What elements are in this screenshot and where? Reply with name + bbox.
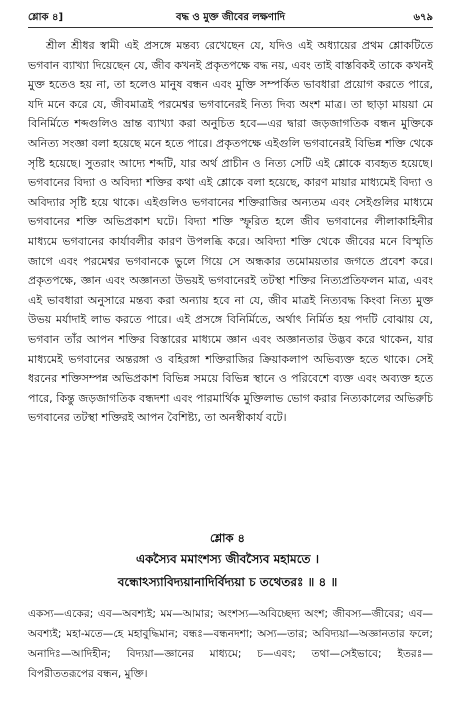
verse-line-2: বন্ধোঽস্যাবিদ্যয়ানাদির্বিদ্যয়া চ তথেতরঃ ॥ ৪ ॥	[117, 575, 338, 589]
purport-text	[28, 36, 433, 428]
header-verse-ref: শ্লোক ৪]	[28, 12, 64, 23]
page-header	[28, 8, 433, 26]
purport-paragraph: শ্রীল শ্রীধর স্বামী এই প্রসঙ্গে মন্তব্য রেখেছেন যে, যদিও এই অধ্যায়ের প্রথম শ্লোকটিতে ভগবান ব্যাখ্যা দিয়েছেন যে, জীব কখনই প্রকৃতপক্ষে বদ্ধ নয়, এবং তাই বাস্তবিকই তাকে কখনই মুক্ত হতেও হয় না, তা হলেও মানুষ বন্ধন এবং মুক্তি সম্পর্কিত ভাবধারা প্রয়োগ করতে পারে, যদি মনে করে যে, জীবমাত্রই পরমেশ্বর ভগবানেরই নিত্য দিব্য অংশ মাত্র। তা ছাড়া মায়য়া মে বিনির্মিতে শব্দগুলিও ভ্রান্ত ব্যাখ্যা করা অনুচিত হবে—এর দ্বারা জড়জাগতিক বন্ধন মুক্তিকে অনিত্য সংজ্ঞা বলা হয়েছে মনে হতে পারে। প্রকৃতপক্ষে এইগুলি ভগবানেরই বিভিন্ন শক্তি থেকে সৃষ্টি হয়েছে। সুতরাং আদ্যে শব্দটি, যার অর্থ প্রাচীন ও নিত্য সেটি এই শ্লোকে ব্যবহৃত হয়েছে। ভগবানের বিদ্যা ও অবিদ্যা শক্তির কথা এই শ্লোকে বলা হয়েছে, কারণ মায়ার মাধ্যমেই বিদ্যা ও অবিদ্যার সৃষ্টি হয়ে থাকে। এইগুলিও ভগবানের শক্তিরাজির অন্যতম এবং সেইগুলির মাধ্যমে ভগবানের শক্তি অভিপ্রকাশ ঘটে। বিদ্যা শক্তি স্ফূরিত হলে জীব ভগবানের লীলাকাহিনীর মাধ্যমে ভগবানের কার্যাবলীর কারণ উপলব্ধি করে। অবিদ্যা শক্তি থেকে জীবের মনে বিস্মৃতি জাগে এবং পরমেশ্বর ভগবানকে ভুলে গিয়ে সে অন্ধকার তমোময়তার জগতে প্রবেশ করে। প্রকৃতপক্ষে, জ্ঞান এবং অজ্ঞানতা উভয়ই ভগবানেরই তটস্থা শক্তির নিত্যপ্রতিফলন মাত্র, এবং এই ভাবধারা অনুসারে মন্তব্য করা অন্যায় হবে না যে, জীব মাত্রই নিত্যবদ্ধ কিংবা নিত্য মুক্ত উভয় মর্যাদাই লাভ করতে পারে। এই প্রসঙ্গে বিনির্মিতে, অর্থাৎ নির্মিত হয় পদটি বোঝায় যে, ভগবান তাঁর আপন শক্তির বিস্তারের মাধ্যমে জ্ঞান এবং অজ্ঞানতার উদ্ভব করে থাকেন, যার মাধ্যমেই ভগবানের অন্তরঙ্গা ও বহিরঙ্গা শক্তিরাজির ক্রিয়াকলাপ অভিব্যক্ত হতে থাকে। সেই ধরনের শক্তিসম্পন্ন অভিপ্রকাশ বিভিন্ন সময়ে বিভিন্ন স্থানে ও পরিবেশে ব্যক্ত এবং অব্যক্ত হতে পারে, কিন্তু জড়জাগতিক বন্ধদশা এবং পারমার্থিক মুক্তিলাভ ভোগ করার নিত্যকালের অভিরুচি ভগবানের তটস্থা শক্তিরই আপন বৈশিষ্ট্য, তা অনস্বীকার্য বটে।	[28, 39, 433, 425]
verse-title: শ্লোক ৪	[209, 531, 246, 545]
synonyms-text: একস্য—একের; এব—অবশ্যই; মম—আমার; অংশস্য—অবিচ্ছেদ্য অংশ; জীবস্য—জীবের; এব—অবশ্যই; মহা-মতে—হে মহাবুদ্ধিমান; বন্ধঃ—বন্ধনদশা; অস্য—তার; অবিদ্যয়া—অজ্ঞানতার ফলে; অনাদিঃ—আদিহীন; বিদ্যয়া—জ্ঞানের মাধ্যমে; চ—এবং; তথা—সেইভাবে; ইতরঃ—বিপরীততরূপের বন্ধন, মুক্তি।	[28, 608, 433, 680]
verse-line-1: একস্যৈব মমাংশস্য জীবস্যৈব মহামতে ।	[135, 552, 320, 566]
header-chapter-title: বদ্ধ ও মুক্ত জীবের লক্ষণাদি	[176, 12, 285, 23]
header-page-number: ৬৭৯	[413, 12, 433, 23]
header-rule	[28, 27, 433, 28]
